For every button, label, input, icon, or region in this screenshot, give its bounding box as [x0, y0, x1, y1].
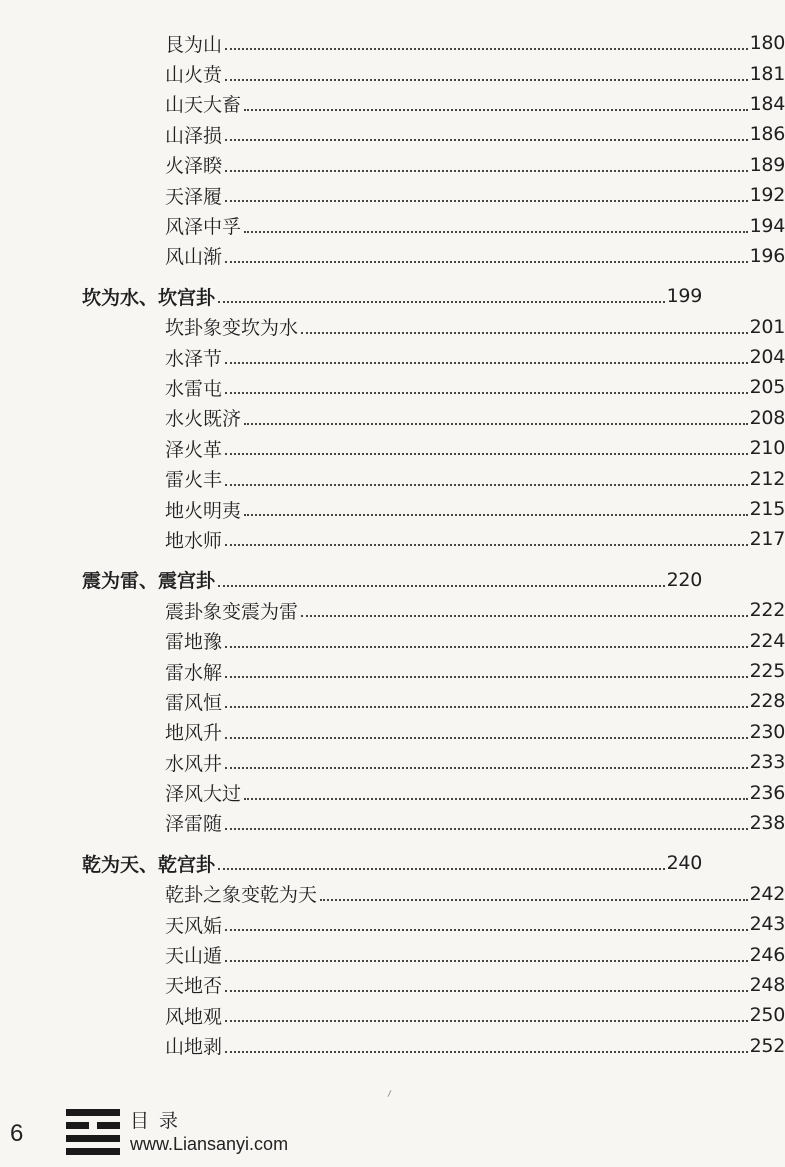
- dot-leader: [225, 929, 748, 931]
- toc-entry-page: 238: [749, 811, 785, 834]
- dot-leader: [225, 170, 748, 172]
- toc-entry: [0, 342, 785, 372]
- toc-entry-title: 泽风大过: [165, 783, 242, 806]
- toc-entry-page: 181: [749, 62, 785, 85]
- toc-entry: [0, 747, 785, 777]
- dot-leader: [225, 676, 748, 678]
- toc-entry-page: 224: [749, 629, 785, 652]
- toc-entry-title: 乾卦之象变乾为天: [165, 884, 318, 907]
- toc-entry-title: 震为雷、震宫卦: [82, 570, 216, 593]
- dot-leader: [225, 48, 748, 50]
- toc-entry: [0, 595, 785, 625]
- toc-entry: [0, 656, 785, 686]
- table-of-contents: [0, 28, 785, 1061]
- toc-entry: [0, 717, 785, 747]
- toc-entry-page: 184: [749, 92, 785, 115]
- toc-entry-title: 天山遁: [165, 945, 223, 968]
- toc-entry-page: 242: [749, 882, 785, 905]
- toc-entry-page: 217: [749, 528, 785, 551]
- dot-leader: [244, 231, 748, 233]
- toc-entry-page: 228: [749, 690, 785, 713]
- toc-entry: [0, 28, 785, 58]
- dot-leader: [244, 514, 748, 516]
- toc-entry: [0, 463, 785, 493]
- toc-entry-title: 坎为水、坎宫卦: [82, 286, 216, 309]
- toc-entry-title: 震卦象变震为雷: [165, 600, 299, 623]
- toc-entry-title: 山天大畜: [165, 94, 242, 117]
- toc-entry-title: 风地观: [165, 1005, 223, 1028]
- stray-mark: [388, 1090, 392, 1097]
- dot-leader: [218, 868, 665, 870]
- toc-section-heading: [0, 281, 702, 311]
- dot-leader: [225, 392, 748, 394]
- dot-leader: [218, 585, 665, 587]
- toc-entry: [0, 312, 785, 342]
- toc-entry-title: 地水师: [165, 529, 223, 552]
- toc-entry: [0, 686, 785, 716]
- toc-entry-title: 地风升: [165, 722, 223, 745]
- toc-entry-title: 山地剥: [165, 1036, 223, 1059]
- toc-entry: [0, 777, 785, 807]
- toc-entry-page: 222: [749, 599, 785, 622]
- toc-entry-title: 风泽中孚: [165, 216, 242, 239]
- toc-entry-page: 189: [749, 153, 785, 176]
- dot-leader: [225, 1051, 748, 1053]
- dot-leader: [225, 1020, 748, 1022]
- dot-leader: [225, 960, 748, 962]
- toc-entry: [0, 119, 785, 149]
- page-number: 6: [10, 1120, 24, 1147]
- toc-entry-page: 230: [749, 720, 785, 743]
- toc-entry-page: 199: [666, 285, 702, 308]
- dot-leader: [225, 79, 748, 81]
- toc-entry-title: 天地否: [165, 975, 223, 998]
- dot-leader: [320, 899, 748, 901]
- toc-entry-title: 水风井: [165, 752, 223, 775]
- toc-entry: [0, 180, 785, 210]
- toc-entry-title: 火泽睽: [165, 155, 223, 178]
- dot-leader: [218, 301, 665, 303]
- dot-leader: [225, 139, 748, 141]
- toc-entry-title: 天泽履: [165, 185, 223, 208]
- dot-leader: [301, 332, 748, 334]
- hexagram-logo-icon: [66, 1109, 120, 1155]
- toc-entry-page: 248: [749, 973, 785, 996]
- toc-section-heading: [0, 565, 702, 595]
- toc-entry-title: 山泽损: [165, 124, 223, 147]
- toc-entry-page: 192: [749, 184, 785, 207]
- toc-entry-page: 225: [749, 660, 785, 682]
- dot-leader: [244, 109, 748, 111]
- toc-entry-page: 212: [749, 467, 785, 490]
- toc-entry-title: 泽雷随: [165, 813, 223, 836]
- toc-entry-title: 山火贲: [165, 64, 223, 87]
- toc-entry-page: 215: [749, 498, 785, 521]
- dot-leader: [225, 737, 748, 739]
- toc-entry-page: 180: [749, 32, 785, 55]
- dot-leader: [225, 990, 748, 992]
- toc-entry-title: 泽火革: [165, 438, 223, 461]
- toc-entry-page: 250: [749, 1004, 785, 1027]
- dot-leader: [225, 362, 748, 364]
- dot-leader: [301, 615, 748, 617]
- dot-leader: [225, 767, 748, 769]
- toc-entry-page: 236: [749, 781, 785, 804]
- toc-entry-page: 194: [749, 214, 785, 237]
- toc-section-heading: [0, 848, 702, 878]
- toc-entry-title: 雷风恒: [165, 691, 223, 714]
- toc-entry: [0, 372, 785, 402]
- dot-leader: [225, 646, 748, 648]
- toc-entry-page: 204: [749, 346, 785, 369]
- toc-entry-title: 风山渐: [165, 246, 223, 269]
- dot-leader: [225, 706, 748, 708]
- toc-entry-title: 雷地豫: [165, 631, 223, 654]
- page-footer: [0, 1098, 736, 1167]
- toc-entry-page: 201: [749, 315, 785, 338]
- toc-entry: [0, 89, 785, 119]
- toc-entry-page: 186: [749, 123, 785, 146]
- toc-entry-page: 208: [749, 406, 785, 429]
- toc-entry-title: 水泽节: [165, 347, 223, 370]
- toc-entry-page: 243: [749, 913, 785, 936]
- toc-entry-title: 雷火丰: [165, 469, 223, 492]
- toc-entry-page: 240: [666, 852, 702, 875]
- toc-entry-page: 210: [749, 437, 785, 460]
- toc-entry: [0, 524, 785, 554]
- toc-entry: [0, 939, 785, 969]
- toc-entry: [0, 808, 785, 838]
- toc-entry-page: 196: [749, 244, 785, 267]
- toc-entry: [0, 58, 785, 88]
- toc-entry-page: 205: [749, 376, 785, 399]
- dot-leader: [225, 544, 748, 546]
- toc-entry: [0, 433, 785, 463]
- toc-entry: [0, 403, 785, 433]
- toc-entry-title: 天风姤: [165, 914, 223, 937]
- dot-leader: [225, 484, 748, 486]
- toc-entry-page: 252: [749, 1034, 785, 1057]
- footer-section-title: 目录: [130, 1110, 189, 1132]
- toc-entry-title: 艮为山: [165, 33, 223, 56]
- toc-entry-title: 雷水解: [165, 661, 223, 684]
- dot-leader: [225, 200, 748, 202]
- toc-entry: [0, 1000, 785, 1030]
- toc-entry: [0, 241, 785, 271]
- toc-entry-title: 乾为天、乾宫卦: [82, 853, 216, 876]
- toc-entry-page: 246: [749, 943, 785, 966]
- toc-entry: [0, 494, 785, 524]
- toc-entry-title: 地火明夷: [165, 499, 242, 522]
- toc-entry: [0, 625, 785, 655]
- toc-entry: [0, 879, 785, 909]
- toc-entry-page: 233: [749, 751, 785, 774]
- dot-leader: [225, 453, 748, 455]
- footer-website-url: www.Liansanyi.com: [130, 1134, 289, 1154]
- toc-entry-title: 坎卦象变坎为水: [165, 317, 299, 340]
- dot-leader: [244, 798, 748, 800]
- toc-entry-title: 水雷屯: [165, 377, 223, 400]
- toc-entry: [0, 150, 785, 180]
- toc-entry-title: 水火既济: [165, 408, 242, 431]
- toc-entry: [0, 1031, 785, 1061]
- dot-leader: [225, 828, 748, 830]
- toc-entry-page: 220: [666, 568, 702, 591]
- dot-leader: [225, 261, 748, 263]
- dot-leader: [244, 423, 748, 425]
- toc-entry: [0, 210, 785, 240]
- toc-entry: [0, 909, 785, 939]
- toc-entry: [0, 970, 785, 1000]
